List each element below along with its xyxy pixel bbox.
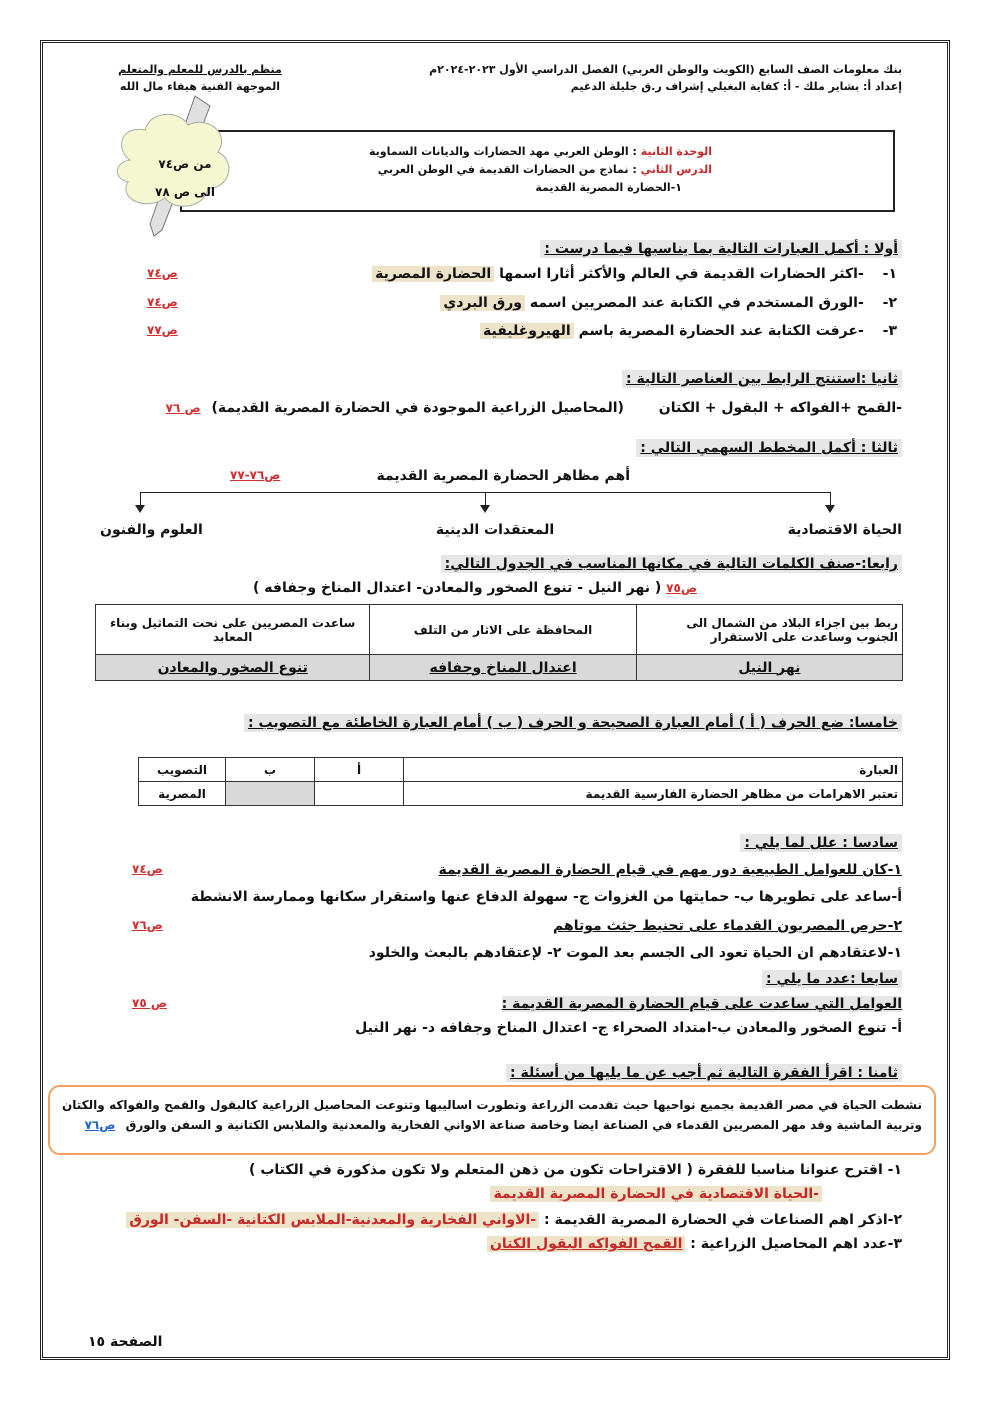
s1-item-2 (107, 295, 897, 311)
s1-item-2-ref: ص٧٤ (147, 295, 178, 309)
s8-paragraph-box (48, 1085, 936, 1155)
s6-q2-answers: ١-لاعتقادهم ان الحياة تعود الى الجسم بعد الموت ٢- لإعتقادهم بالبعث والخلود (368, 945, 902, 961)
lesson-title: : نماذج من الحضارات القديمة في الوطن العربي (377, 163, 637, 176)
s1-item-2-answer: ورق البردي (440, 295, 525, 311)
s7-question: العوامل التي ساعدت على قيام الحضارة المصرية القديمة : (501, 996, 902, 1012)
s5-table (138, 757, 903, 806)
s1-item-1 (107, 266, 897, 282)
header-line2: إعداد أ: بشاير ملك - أ: كفاية البغيلي إشراف ر.ق جليلة الدغيم (570, 80, 902, 93)
diagram-ref: ص٧٦-٧٧ (230, 468, 281, 482)
s4-answer-3: تنوع الصخور والمعادن (96, 655, 370, 681)
s6-q2-line (102, 918, 902, 934)
s4-header-3: ساعدت المصريين على نحت التماثيل وبناء المعابد (96, 605, 370, 655)
s7-answers: أ- تنوع الصخور والمعادن ب-امتداد الصحراء ج- اعتدال المناخ وجفافه د- نهر النيل (355, 1020, 902, 1036)
diagram-arrow-right (830, 492, 831, 506)
s4-answer-2: اعتدال المناخ وجفافه (370, 655, 636, 681)
section8-title (506, 1062, 902, 1081)
s4-ref: ص٧٥ (666, 581, 697, 595)
unit-label: الوحدة الثانية (640, 145, 712, 158)
diagram-root-text: أهم مظاهر الحضارة المصرية القديمة (376, 468, 630, 484)
cloud-line2: الى ص ٧٨ (155, 185, 215, 199)
s8-a1-text: -الحياة الاقتصادية في الحضارة المصرية القديمة (490, 1186, 822, 1202)
s1-item-1-text: -اكثر الحضارات القديمة في العالم والأكثر أثارا اسمها (499, 266, 864, 282)
s6-q2: ٢-حرص المصريون القدماء على تحنيط جثث موتاهم (553, 918, 902, 934)
section6-title-text: سادسا : علل لما يلي : (740, 834, 902, 852)
s4-header-2: المحافظة على الاثار من التلف (370, 605, 636, 655)
s6-q2-ref: ص٧٦ (132, 918, 163, 932)
diagram-root (230, 468, 630, 484)
section8-title-text: ثامنا : اقرأ الفقرة التالية ثم أجب عن ما يليها من أسئلة : (506, 1064, 902, 1082)
s5-header-a: أ (315, 758, 404, 782)
s7-ref: ص ٧٥ (132, 996, 167, 1010)
s8-paragraph: نشطت الحياة في مصر القديمة بجميع نواحيها حيث تقدمت الزراعة وتطورت اساليبها وتنوعت المحاصيل الزراعية كالبقول والقمح والفواكه والكتان وتربية الماشية وقد مهر المصريين القدماء في الصناعة ايضا وخاصة صناعة الاواني الفخارية والمعدنية والملابس الكتانية و السفن والورق (62, 1098, 922, 1132)
cloud-text (145, 150, 225, 206)
s8-q2-line (126, 1212, 902, 1228)
s6-q1-answers: أ-ساعد على تطويرها ب- حمايتها من الغزوات ج- سهولة الدفاع عنها واستقرار سكانها وممارسة الانشطة (190, 889, 902, 905)
s5-cell-a (315, 782, 404, 806)
diagram-arrowhead-left (135, 505, 145, 513)
s1-item-2-num: ٢- (882, 295, 897, 311)
s4-header-1: ربط بين اجزاء البلاد من الشمال الى الجنوب وساعدت على الاستقرار (636, 605, 902, 655)
s1-item-3-answer: الهيروغليفية (480, 323, 574, 339)
s8-q1: ١- اقترح عنوانا مناسبا للفقرة ( الاقتراحات تكون من ذهن المتعلم ولا تكون مذكورة في الكتاب ) (249, 1162, 902, 1178)
section1-title-text: أولا : أكمل العبارات التالية بما يناسبها فيما درست : (540, 240, 902, 258)
s2-answer: (المحاصيل الزراعية الموجودة في الحضارة المصرية القديمة) (211, 400, 624, 416)
diagram-arrowhead-right (825, 505, 835, 513)
section5-title (244, 712, 902, 731)
s2-ref: ص ٧٦ (165, 401, 201, 415)
s1-item-1-ref: ص٧٤ (147, 266, 178, 280)
section7-title-text: سابعا :عدد ما يلي : (762, 970, 902, 988)
unit-text (292, 143, 712, 197)
section5-title-text: خامسا: ضع الحرف ( أ ) أمام العبارة الصحيحة و الحرف ( ب ) أمام العبارة الخاطئة مع التصويب : (244, 714, 902, 732)
section2-title (622, 368, 902, 387)
s4-words-line (200, 580, 750, 596)
s5-header-correction: التصويب (139, 758, 226, 782)
s1-item-2-text: -الورق المستخدم في الكتابة عند المصريين اسمه (529, 295, 864, 311)
section4-title-text: رابعا:-صنف الكلمات التالية في مكانها المناسب في الجدول التالي: (441, 555, 902, 573)
section7-title (762, 968, 902, 987)
s5-cell-b (226, 782, 315, 806)
s6-q1-line (102, 862, 902, 878)
header-left-line1: منظم بالدرس للمعلم والمتعلم (118, 63, 282, 76)
lesson-label: الدرس الثاني (640, 163, 712, 176)
unit-subtitle: ١-الحضارة المصرية القديمة (535, 181, 682, 194)
cloud-line1: من ص٧٤ (158, 157, 212, 171)
diagram-branch-2: المعتقدات الدينية (435, 522, 555, 538)
s8-a3: القمح الفواكه البقول الكتان (487, 1236, 685, 1252)
diagram-branch-3: العلوم والفنون (100, 522, 203, 538)
s6-q1-ref: ص٧٤ (132, 862, 163, 876)
diagram-arrowhead-mid (480, 505, 490, 513)
section2-title-text: ثانيا :استنتج الرابط بين العناصر التالية : (622, 370, 902, 388)
section3-title-text: ثالثا : أكمل المخطط السهمي التالي : (636, 439, 902, 457)
s8-a2: -الاواني الفخارية والمعدنية-الملابس الكتانية -السفن- الورق (126, 1212, 539, 1228)
s8-q2: ٢-اذكر اهم الصناعات في الحضارة المصرية القديمة : (544, 1212, 902, 1228)
s1-item-1-num: ١- (882, 266, 897, 282)
s2-line (102, 400, 902, 416)
page-number: الصفحة ١٥ (88, 1334, 163, 1350)
s1-item-3 (107, 323, 897, 339)
s5-correction: المصرية (139, 782, 226, 806)
s8-paragraph-ref: ص٧٦ (84, 1118, 116, 1132)
s5-header-b: ب (226, 758, 315, 782)
s4-answer-1: نهر النيل (636, 655, 902, 681)
diagram-arrow-left (140, 492, 141, 506)
s1-item-3-ref: ص٧٧ (147, 323, 178, 337)
s1-item-1-answer: الحضارة المصرية (372, 266, 494, 282)
section1-title (540, 238, 902, 257)
s7-question-line (102, 996, 902, 1012)
s4-table (95, 604, 903, 681)
s5-statement: تعتبر الاهرامات من مظاهر الحضارة الفارسية القديمة (404, 782, 903, 806)
s1-item-3-text: -عرفت الكتابة عند الحضارة المصرية باسم (578, 323, 864, 339)
s2-items: -القمح +الفواكه + البقول + الكتان (658, 400, 902, 416)
header-right (342, 61, 902, 95)
s6-q1: ١-كان للعوامل الطبيعية دور مهم في قيام الحضارة المصرية القديمة (438, 862, 902, 878)
s5-header-statement: العبارة (404, 758, 903, 782)
header-line1: بنك معلومات الصف السابع (الكويت والوطن العربي) الفصل الدراسي الأول ٢٠٢٣-٢٠٢٤م (429, 63, 902, 76)
diagram-arrow-mid (485, 492, 486, 506)
header-left-line2: الموجهة الفنية هيفاء مال الله (119, 80, 281, 93)
s4-words: ( نهر النيل - تنوع الصخور والمعادن- اعتدال المناخ وجفافه ) (253, 580, 662, 596)
unit-title: : الوطن العربي مهد الحضارات والديانات السماوية (369, 145, 637, 158)
s8-q3-line (487, 1236, 902, 1252)
section4-title (441, 553, 902, 572)
s1-item-3-num: ٣- (882, 323, 897, 339)
s8-q3: ٣-عدد اهم المحاصيل الزراعية : (690, 1236, 902, 1252)
section6-title (740, 832, 902, 851)
s8-a1 (490, 1186, 822, 1202)
section3-title (636, 437, 902, 456)
diagram-branch-1: الحياة الاقتصادية (787, 522, 902, 538)
